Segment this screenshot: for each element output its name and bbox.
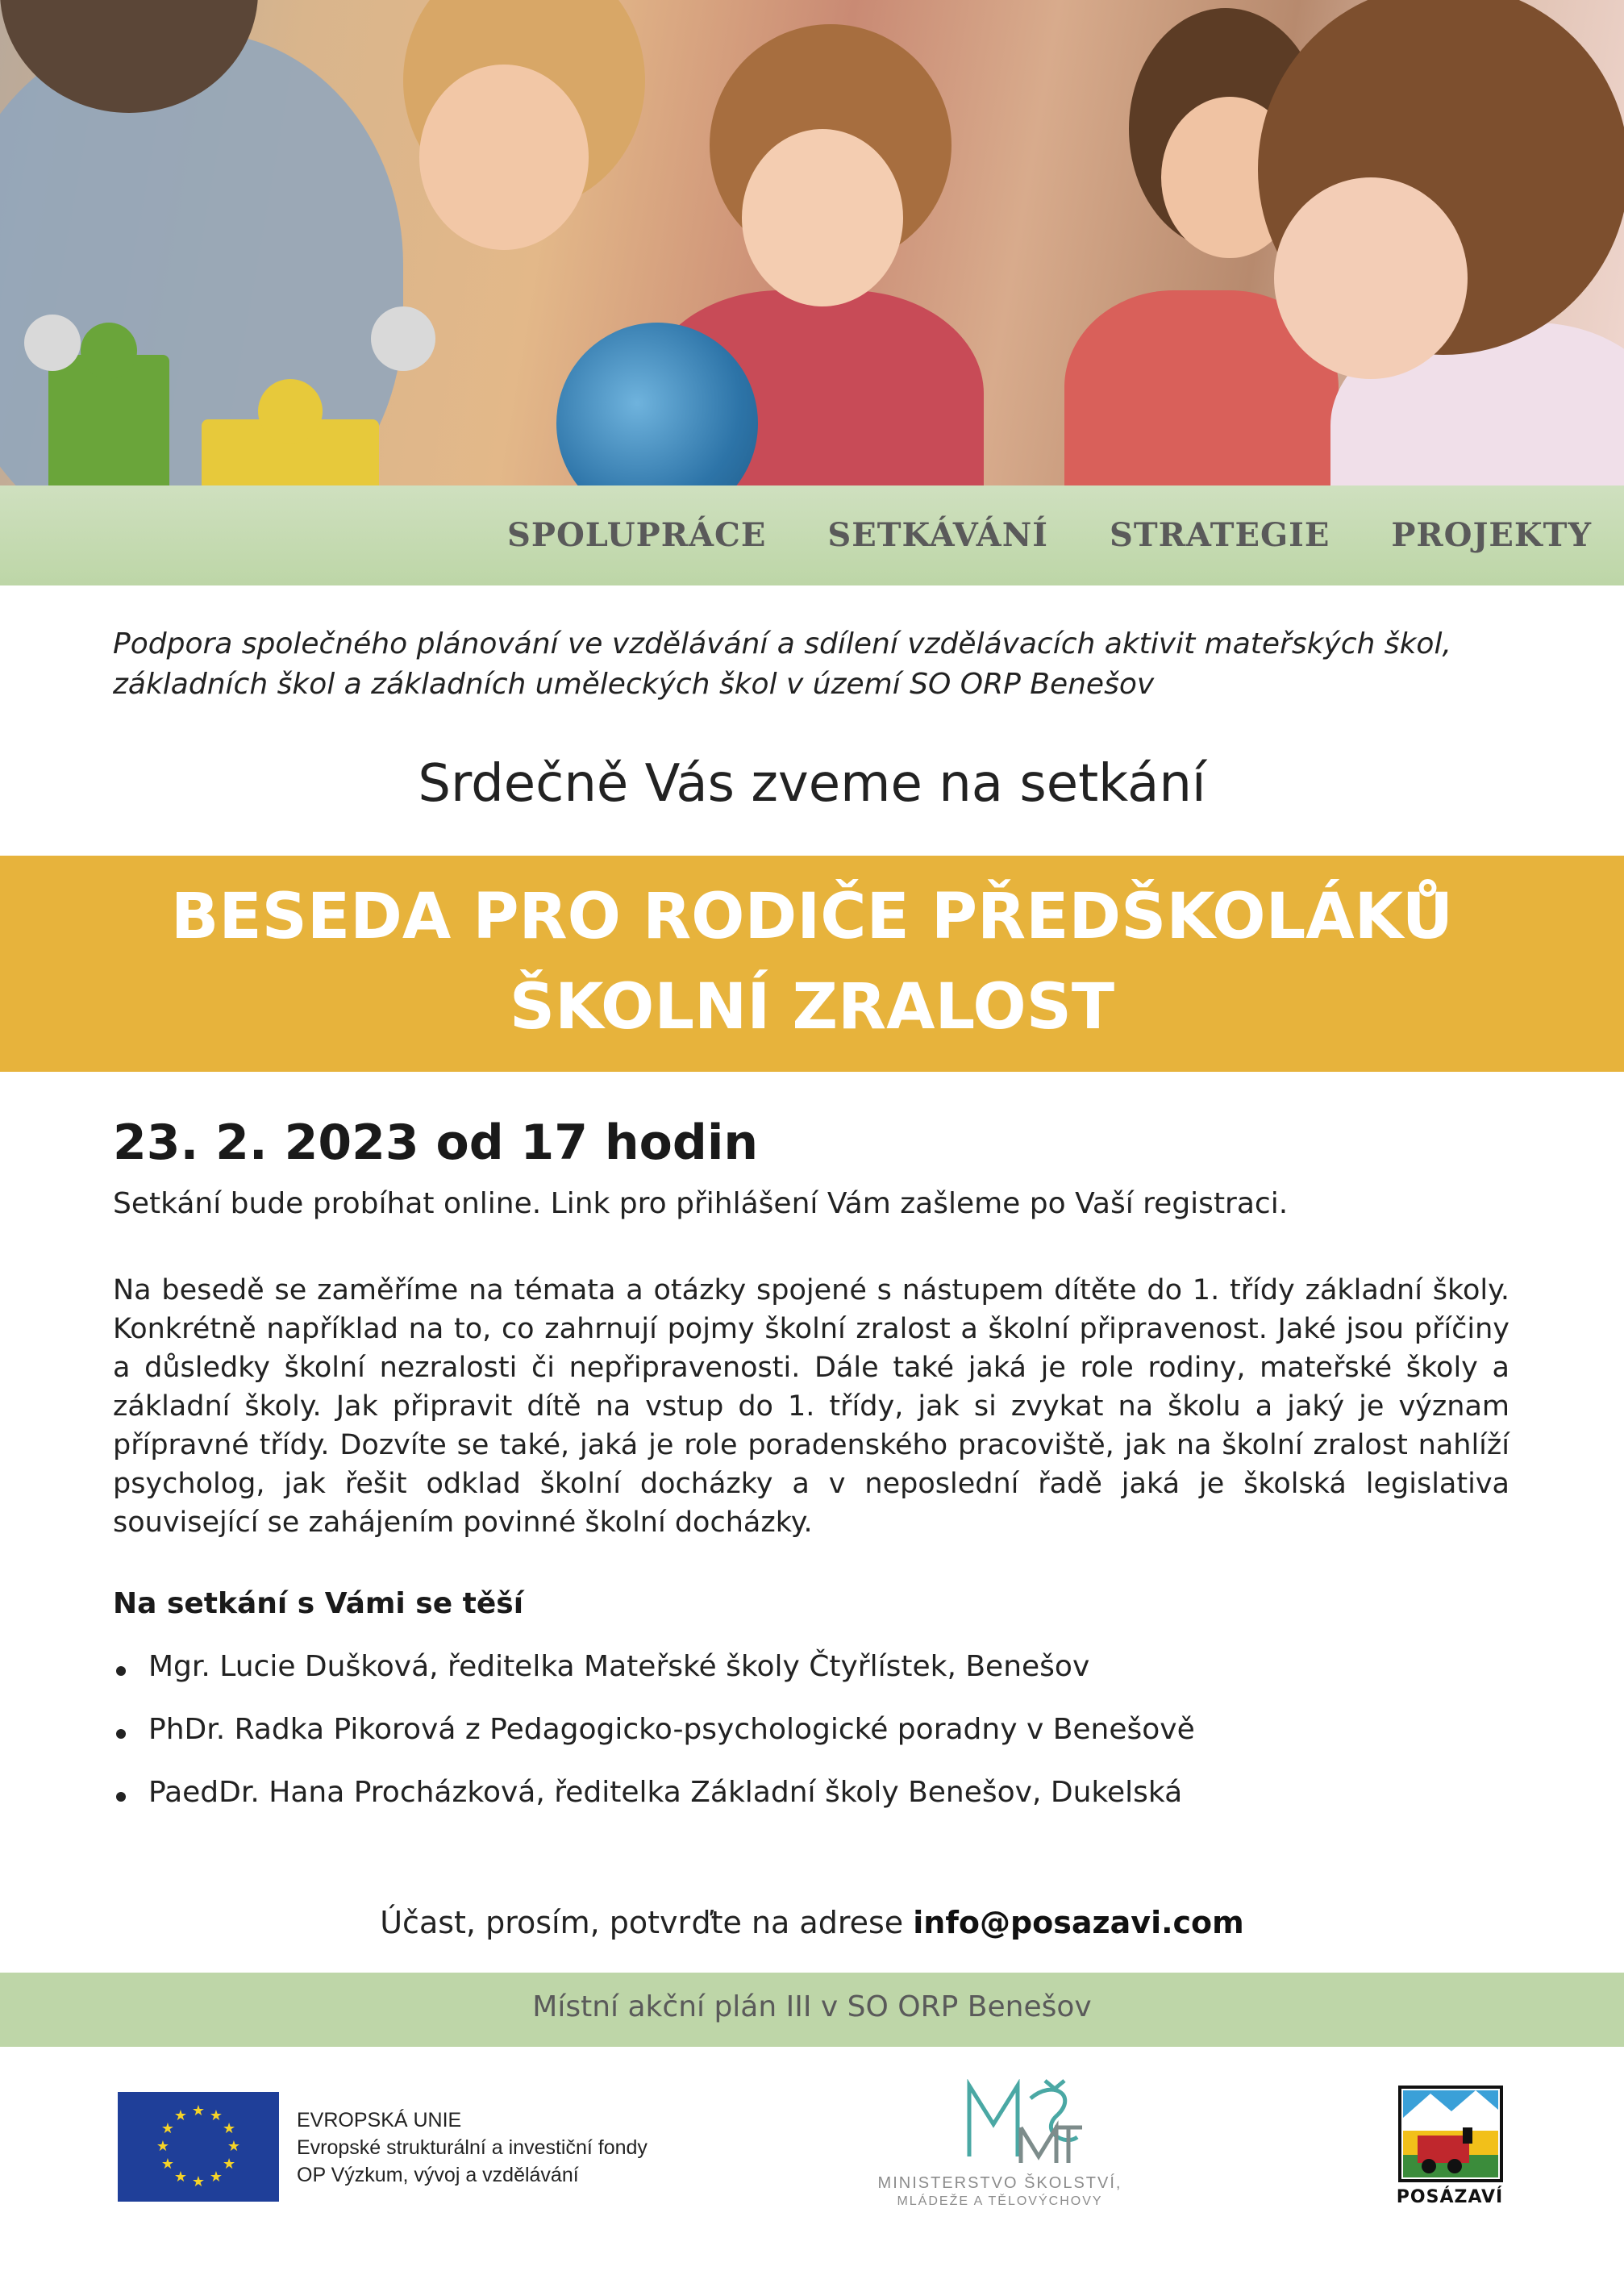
footer-band: Místní akční plán III v SO ORP Benešov <box>0 1973 1624 2047</box>
eu-star-icon: ★ <box>160 2156 174 2173</box>
subtitle-line: Podpora společného plánování ve vzdělávání a sdílení vzdělávacích aktivit mateřských škol, <box>113 627 1451 660</box>
nav-item-spoluprace[interactable]: SPOLUPRÁCE <box>507 516 767 554</box>
eu-star-icon: ★ <box>173 2106 188 2124</box>
puzzle-piece-icon <box>48 355 169 485</box>
nav-item-setkavani[interactable]: SETKÁVÁNÍ <box>827 516 1048 554</box>
eu-star-icon: ★ <box>227 2138 241 2155</box>
msmt-logo-icon <box>964 2079 1084 2166</box>
rsvp-text: Účast, prosím, potvrďte na adrese <box>380 1905 914 1940</box>
child-face <box>419 65 589 250</box>
eu-star-icon: ★ <box>223 2156 236 2173</box>
invitation-heading: Srdečně Vás zveme na setkání <box>418 754 1206 814</box>
eu-flag-icon <box>118 2092 279 2202</box>
eu-star-icon: ★ <box>156 2138 170 2155</box>
eu-label <box>297 2106 648 2189</box>
event-description: Na besedě se zaměříme na témata a otázky spojené s nástupem dítěte do 1. třídy základní školy. Konkrétně například na to, co zahrnují pojmy školní zralost a školní připravenost. Jaké jsou příčiny a důsledky školní nezralosti či nepřipravenosti. Dále také jaká je role rodiny, mateřské školy a základní školy. Jak připravit dítě na vstup do 1. třídy, jak si zvykat na školu a jaký je význam přípravné třídy. Dozvíte se také, jaká je role poradenského pracoviště, jak na školní zralost nahlíží psycholog, jak řešit odklad školní docházky a v neposlední řadě jaká je školská legislativa související se zahájením povinné školní docházky. <box>113 1274 1509 1539</box>
hero-photo <box>0 0 1624 485</box>
speaker-item: Mgr. Lucie Dušková, ředitelka Mateřské školy Čtyřlístek, Benešov <box>113 1650 1195 1713</box>
eu-star-icon: ★ <box>191 2173 206 2190</box>
stick-figure-icon <box>24 315 81 371</box>
subtitle-line: základních škol a základních uměleckých škol v území SO ORP Benešov <box>113 668 1155 701</box>
eu-star-icon: ★ <box>191 2102 206 2119</box>
eu-star-icon: ★ <box>209 2106 223 2124</box>
puzzle-piece-icon <box>202 419 379 485</box>
child-face <box>742 129 903 306</box>
rsvp-email-link[interactable]: info@posazavi.com <box>913 1905 1244 1940</box>
event-title: BESEDA PRO RODIČE PŘEDŠKOLÁKŮ <box>170 881 1454 953</box>
nav-menu <box>507 516 1592 554</box>
stick-figure-icon <box>371 306 435 371</box>
eu-title: EVROPSKÁ UNIE <box>297 2109 462 2131</box>
eu-star-icon: ★ <box>160 2120 174 2137</box>
eu-star-icon: ★ <box>223 2120 236 2137</box>
posazavi-logo-icon <box>1398 2086 1503 2182</box>
nav-band <box>0 485 1624 585</box>
msmt-label <box>839 2174 1161 2209</box>
nav-item-strategie[interactable]: STRATEGIE <box>1109 516 1330 554</box>
posazavi-label: POSÁZAVÍ <box>1396 2187 1504 2207</box>
speaker-item: PhDr. Radka Pikorová z Pedagogicko-psychologické poradny v Benešově <box>113 1713 1195 1776</box>
speakers-heading: Na setkání s Vámi se těší <box>113 1587 524 1620</box>
online-note: Setkání bude probíhat online. Link pro přihlášení Vám zašleme po Vaší registraci. <box>113 1187 1289 1220</box>
msmt-line: MLÁDEŽE A TĚLOVÝCHOVY <box>897 2194 1103 2208</box>
nav-item-projekty[interactable]: PROJEKTY <box>1391 516 1592 554</box>
child-face <box>1274 177 1468 379</box>
speakers-list <box>113 1650 1195 1839</box>
event-subtitle: ŠKOLNÍ ZRALOST <box>509 971 1115 1044</box>
eu-program: OP Výzkum, vývoj a vzdělávání <box>297 2164 579 2186</box>
event-date: 23. 2. 2023 od 17 hodin <box>113 1115 759 1171</box>
rsvp-line <box>0 1905 1624 1940</box>
eu-fund: Evropské strukturální a investiční fondy <box>297 2136 648 2159</box>
project-subtitle <box>113 624 1532 705</box>
eu-star-icon: ★ <box>209 2169 223 2186</box>
event-title-band <box>0 856 1624 1072</box>
eu-star-icon: ★ <box>173 2169 188 2186</box>
msmt-line: MINISTERSTVO ŠKOLSTVÍ, <box>877 2174 1122 2192</box>
speaker-item: PaedDr. Hana Procházková, ředitelka Základní školy Benešov, Dukelská <box>113 1776 1195 1839</box>
